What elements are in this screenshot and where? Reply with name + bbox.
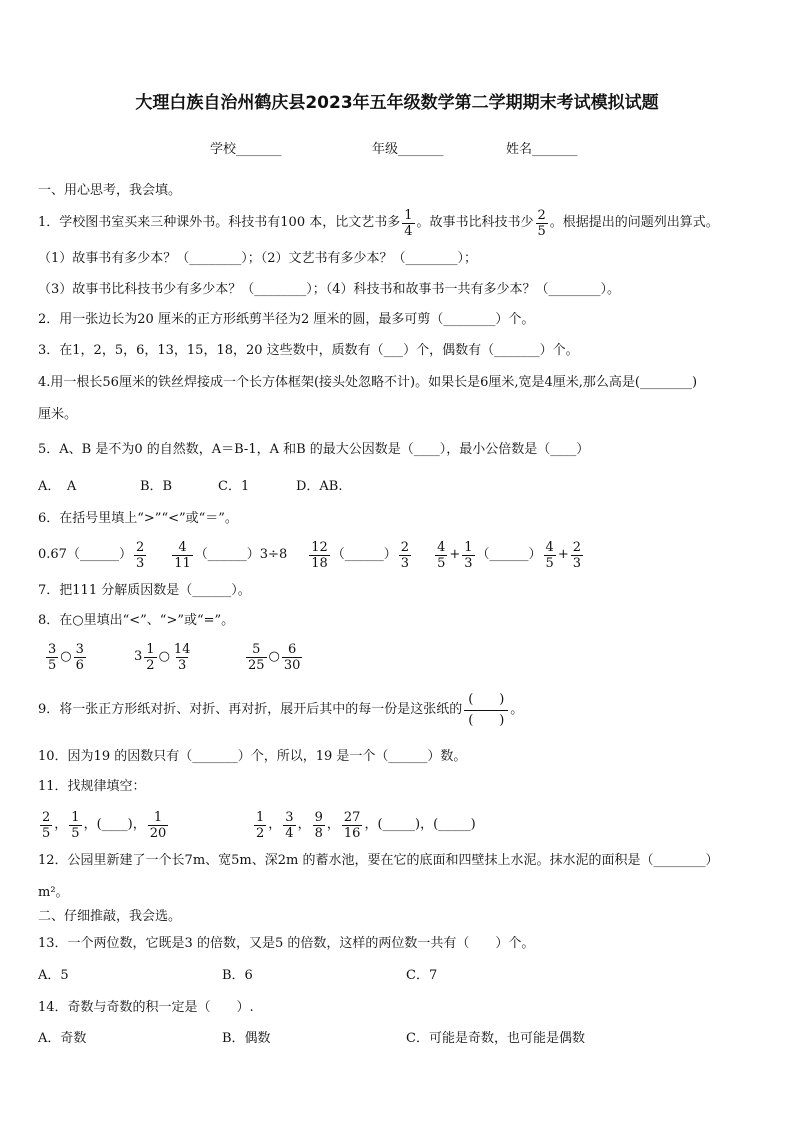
fraction: $\frac{2}{3}$ xyxy=(400,539,410,571)
option-c[interactable]: C．7 xyxy=(406,968,438,983)
fraction: $\frac{3}{6}$ xyxy=(75,641,84,673)
fraction: $\frac{2}{3}$ xyxy=(572,539,582,571)
question-1-part-3-4: （3）故事书比科技书少有多少本？（________）；（4）科技书和故事书一共有多少本？（________）。 xyxy=(38,282,621,297)
section-1-heading: 一、用心思考，我会填。 xyxy=(38,183,182,198)
fraction: $\frac{1}{5}$ xyxy=(71,809,80,841)
fraction: $\frac{5}{25}$ xyxy=(248,641,265,673)
compare-circle[interactable]: ○ xyxy=(268,649,280,664)
compare-circle[interactable]: ○ xyxy=(60,649,72,664)
option-a[interactable]: A． A xyxy=(38,479,77,494)
question-11-sequence-1: $\frac{2}{5}$ ， $\frac{1}{5}$ ，(____)， $\frac{1}{20}$ xyxy=(42,809,167,841)
fraction: $\frac{1}{2}$ xyxy=(256,809,265,841)
fraction: $\frac{4}{5}$ xyxy=(545,539,554,571)
fraction: $\frac{12}{18}$ xyxy=(311,539,328,571)
question-11: 11．找规律填空： xyxy=(38,779,146,794)
fraction: $\frac{2}{5}$ xyxy=(537,207,546,239)
question-8-pair-1 xyxy=(44,636,88,678)
fraction: $\frac{1}{4}$ xyxy=(404,207,413,239)
question-8-pair-3 xyxy=(244,636,304,678)
option-a[interactable]: A．5 xyxy=(38,968,69,983)
fraction: $\frac{14}{3}$ xyxy=(173,641,191,673)
question-6: 6．在括号里填上“>”“<”或“＝”。 xyxy=(38,511,238,526)
question-12-continued: m²。 xyxy=(38,885,69,900)
question-8: 8．在○里填出“<”、“>”或“=”。 xyxy=(38,613,235,628)
option-a[interactable]: A．奇数 xyxy=(38,1031,87,1046)
fraction: $\frac{27}{16}$ xyxy=(343,809,361,841)
option-d[interactable]: D．AB. xyxy=(296,479,343,494)
fraction: $\frac{1}{2}$ xyxy=(146,641,155,673)
section-2-heading: 二、仔细推敲，我会选。 xyxy=(38,909,182,924)
question-12: 12．公园里新建了一个长7m、宽5m、深2m 的蓄水池，要在它的底面和四壁抹上水泥。抹水泥的面积是（________） xyxy=(38,853,719,868)
fraction: $\frac{4}{11}$ xyxy=(174,539,191,571)
question-10: 10．因为19 的因数只有（_______）个，所以，19 是一个（______）数。 xyxy=(38,749,467,764)
question-6-comparisons: 0.67（______） $\frac{2}{3}$ $\frac{4}{11}$ （______）3÷8 $\frac{12}{18}$ （______） $\frac{2}{3}$ $\frac{4}{5}$ + $\frac{1}{3}$ （______） $\frac{4}{5}$ + $\frac{2}{3}$ xyxy=(38,539,582,571)
question-13: 13．一个两位数，它既是3 的倍数，又是5 的倍数，这样的两位数一共有（ ）个。 xyxy=(38,936,535,951)
option-c[interactable]: C．可能是奇数，也可能是偶数 xyxy=(406,1031,585,1046)
name-field[interactable]: 姓名_______ xyxy=(506,142,578,157)
question-4: 4.用一根长56厘米的铁丝焊接成一个长方体框架(接头处忽略不计)。如果长是6厘米,宽是4厘米,那么高是(________) xyxy=(38,375,698,390)
option-b[interactable]: B．偶数 xyxy=(222,1031,271,1046)
question-1: 1．学校图书室买来三种课外书。科技书有100 本，比文艺书多 $\frac{1}{4}$ 。故事书比科技书少 $\frac{2}{5}$ 。根据提出的问题列出算式。 xyxy=(38,207,719,239)
question-14: 14．奇数与奇数的积一定是（ ）. xyxy=(38,1000,254,1015)
fraction: $\frac{6}{30}$ xyxy=(283,641,301,673)
fraction: $\frac{9}{8}$ xyxy=(314,809,323,841)
fraction: $\frac{2}{3}$ xyxy=(135,539,145,571)
question-7: 7．把111 分解质因数是（______）。 xyxy=(38,583,251,598)
question-4-continued: 厘米。 xyxy=(38,407,78,422)
fraction: $\frac{3}{5}$ xyxy=(48,641,57,673)
question-11-sequence-2: $\frac{1}{2}$ ， $\frac{3}{4}$ ， $\frac{9}{8}$ ， $\frac{27}{16}$ ，(_____)，(_____) xyxy=(256,809,476,841)
question-8-pair-2: 3 $\frac{1}{2}$ ○ $\frac{14}{3}$ xyxy=(134,641,191,673)
option-b[interactable]: B．6 xyxy=(222,968,253,983)
question-3: 3．在1，2，5，6，13，15，18，20 这些数中，质数有（___）个，偶数有（_______）个。 xyxy=(38,343,579,358)
question-1-part-1-2: （1）故事书有多少本？（________）；（2）文艺书有多少本？（________）； xyxy=(38,251,478,266)
question-5: 5．A、B 是不为0 的自然数，A＝B-1，A 和B 的最大公因数是（____），最小公倍数是（____） xyxy=(38,442,590,457)
option-b[interactable]: B．B xyxy=(140,479,173,494)
answer-fraction[interactable]: $\frac{( )}{( )}$ xyxy=(464,690,508,731)
fraction: $\frac{3}{4}$ xyxy=(285,809,294,841)
fraction: $\frac{1}{20}$ xyxy=(149,809,167,841)
page-title: 大理白族自治州鹤庆县2023年五年级数学第二学期期末考试模拟试题 xyxy=(135,93,659,113)
fraction: $\frac{1}{3}$ xyxy=(464,539,473,571)
fraction: $\frac{4}{5}$ xyxy=(437,539,446,571)
option-c[interactable]: C．1 xyxy=(218,479,250,494)
fraction: $\frac{2}{5}$ xyxy=(42,809,51,841)
question-2: 2．用一张边长为20 厘米的正方形纸剪半径为2 厘米的圆，最多可剪（________）个。 xyxy=(38,312,535,327)
compare-circle[interactable]: ○ xyxy=(158,649,170,664)
question-9: 9．将一张正方形纸对折、对折、再对折，展开后其中的每一份是这张纸的 $\frac{( )}{( )}$ 。 xyxy=(38,688,523,732)
grade-field[interactable]: 年级_______ xyxy=(372,142,444,157)
school-field[interactable]: 学校_______ xyxy=(210,142,282,157)
